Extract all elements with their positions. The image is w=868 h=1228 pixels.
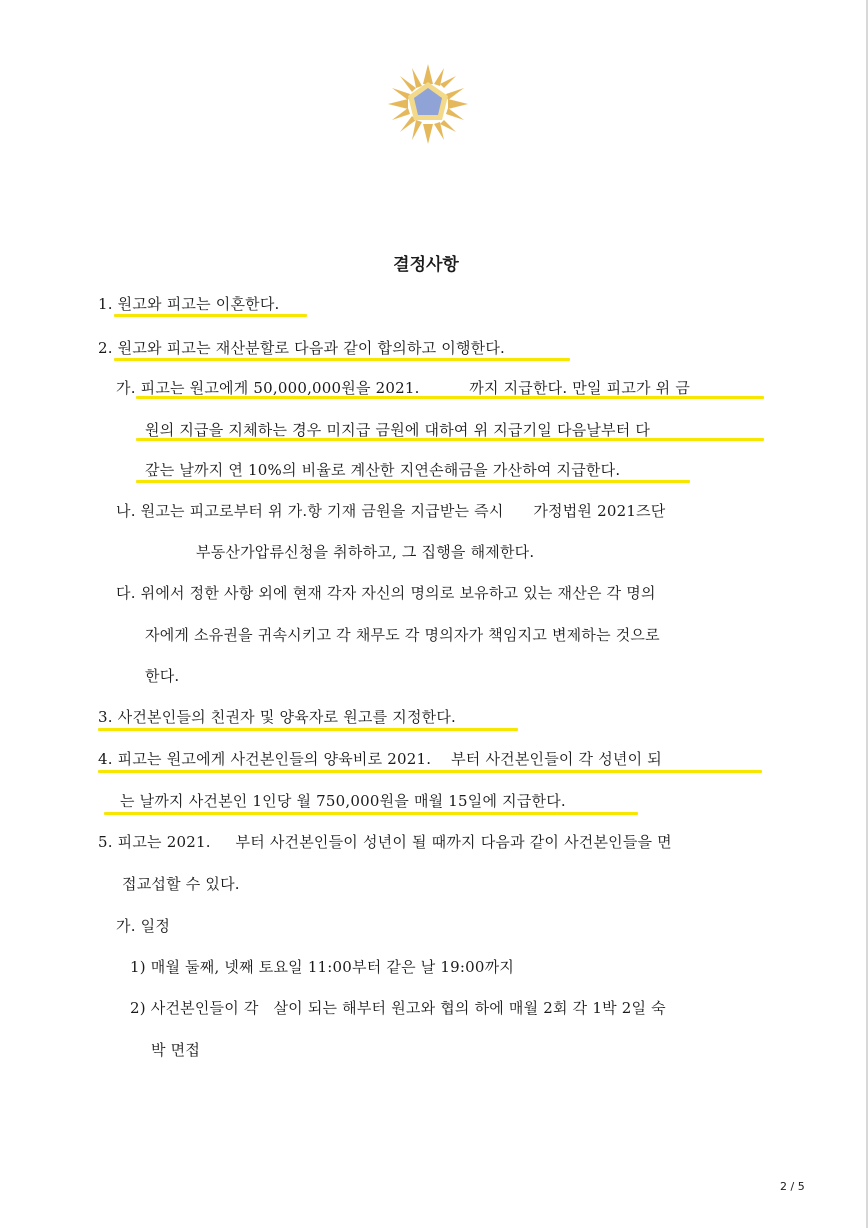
item-2a-line-2: 원의 지급을 지체하는 경우 미지급 금원에 대하여 위 지급기일 다음날부터 다 (145, 421, 651, 439)
page-title: 결정사항 (393, 255, 459, 275)
page-number: 2 / 5 (780, 1180, 805, 1193)
item-2b-line-1: 나. 원고는 피고로부터 위 가.항 기재 금원을 지급받는 즉시 가정법원 2021즈단 (116, 502, 666, 520)
item-5-line-2: 접교섭할 수 있다. (122, 875, 240, 893)
item-2: 2. 원고와 피고는 재산분할로 다음과 같이 합의하고 이행한다. (98, 339, 506, 357)
item-2c-line-3: 한다. (145, 667, 180, 685)
highlight-4-1 (98, 770, 762, 773)
item-2c-line-1: 다. 위에서 정한 사항 외에 현재 각자 자신의 명의로 보유하고 있는 재산은 각 명의 (116, 584, 656, 602)
item-5a-2-line-2: 박 면접 (151, 1041, 201, 1059)
item-4-line-2: 는 날까지 사건본인 1인당 월 750,000원을 매월 15일에 지급한다. (120, 792, 566, 810)
item-4-line-1: 4. 피고는 원고에게 사건본인들의 양육비로 2021. 부터 사건본인들이 각 성년이 되 (98, 750, 662, 768)
item-5a-1: 1) 매월 둘째, 넷째 토요일 11:00부터 같은 날 19:00까지 (130, 958, 515, 976)
item-1: 1. 원고와 피고는 이혼한다. (98, 295, 280, 313)
highlight-3 (98, 728, 518, 731)
item-5-line-1: 5. 피고는 2021. 부터 사건본인들이 성년이 될 때까지 다음과 같이 사건본인들을 면 (98, 833, 672, 851)
item-3: 3. 사건본인들의 친권자 및 양육자로 원고를 지정한다. (98, 708, 456, 726)
court-seal-logo (386, 62, 470, 146)
highlight-4-2 (104, 812, 638, 815)
item-2c-line-2: 자에게 소유권을 귀속시키고 각 채무도 각 명의자가 책임지고 변제하는 것으로 (145, 626, 660, 644)
item-2a-line-3: 갚는 날까지 연 10%의 비율로 계산한 지연손해금을 가산하여 지급한다. (145, 461, 621, 479)
item-2a-line-1: 가. 피고는 원고에게 50,000,000원을 2021. 까지 지급한다. 만일 피고가 위 금 (116, 379, 691, 397)
item-5a: 가. 일정 (116, 917, 171, 935)
item-5a-2-line-1: 2) 사건본인들이 각 살이 되는 해부터 원고와 협의 하에 매월 2회 각 1박 2일 숙 (130, 999, 666, 1017)
item-2b-line-2: 부동산가압류신청을 취하하고, 그 집행을 해제한다. (196, 543, 535, 561)
